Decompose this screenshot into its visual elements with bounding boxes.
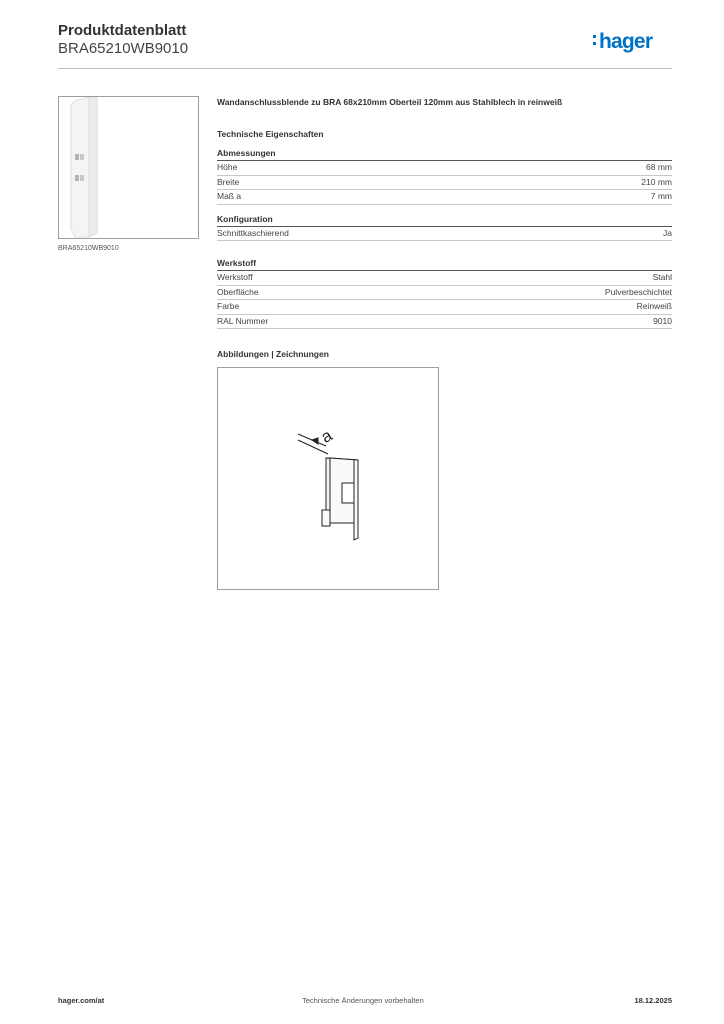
footer-notice: Technische Änderungen vorbehalten bbox=[302, 996, 424, 1005]
dimension-drawing-icon bbox=[218, 368, 438, 589]
product-description: Wandanschlussblende zu BRA 68x210mm Oberteil 120mm aus Stahlblech in reinweiß bbox=[217, 97, 563, 107]
header-divider bbox=[58, 68, 672, 69]
property-label: Maß a bbox=[217, 191, 242, 201]
product-photo-icon bbox=[59, 97, 198, 238]
property-row bbox=[217, 190, 672, 205]
property-row bbox=[217, 176, 672, 191]
property-row bbox=[217, 227, 672, 242]
footer-website: hager.com/at bbox=[58, 996, 105, 1005]
property-row bbox=[217, 300, 672, 315]
product-details bbox=[217, 96, 672, 590]
group-dimensions bbox=[217, 148, 672, 205]
logo-text: hager bbox=[599, 30, 653, 53]
group-configuration bbox=[217, 214, 672, 242]
property-row bbox=[217, 161, 672, 176]
property-row bbox=[217, 315, 672, 330]
product-code: BRA65210WB9010 bbox=[58, 40, 189, 57]
technical-drawing bbox=[217, 367, 439, 590]
property-row bbox=[217, 286, 672, 301]
property-value: Pulverbeschichtet bbox=[604, 286, 672, 297]
property-label: Werkstoff bbox=[217, 272, 253, 282]
property-label: Schnittkaschierend bbox=[217, 227, 289, 238]
property-value: Stahl bbox=[652, 272, 672, 282]
properties-title: Technische Eigenschaften bbox=[217, 129, 324, 139]
product-image-caption: BRA65210WB9010 bbox=[58, 245, 119, 252]
property-label: Höhe bbox=[217, 162, 238, 172]
property-row bbox=[217, 271, 672, 286]
dimension-label: a bbox=[317, 425, 336, 447]
group-title: Abmessungen bbox=[217, 148, 672, 161]
property-label: Farbe bbox=[217, 301, 240, 311]
footer-date: 18.12.2025 bbox=[634, 996, 672, 1005]
group-title: Konfiguration bbox=[217, 214, 672, 227]
property-value: 7 mm bbox=[650, 191, 672, 201]
property-value: Reinweiß bbox=[636, 301, 672, 311]
property-value: 210 mm bbox=[641, 176, 672, 187]
property-value: 68 mm bbox=[646, 162, 672, 172]
property-value: 9010 bbox=[653, 315, 672, 326]
property-label: Oberfläche bbox=[217, 286, 259, 297]
hager-logo bbox=[593, 28, 675, 56]
group-title: Werkstoff bbox=[217, 258, 672, 271]
property-label: RAL Nummer bbox=[217, 315, 269, 326]
drawings-title: Abbildungen | Zeichnungen bbox=[217, 349, 329, 359]
property-value: Ja bbox=[663, 227, 672, 238]
property-label: Breite bbox=[217, 176, 240, 187]
group-material bbox=[217, 258, 672, 329]
document-title: Produktdatenblatt bbox=[58, 22, 187, 39]
product-image bbox=[58, 96, 199, 239]
